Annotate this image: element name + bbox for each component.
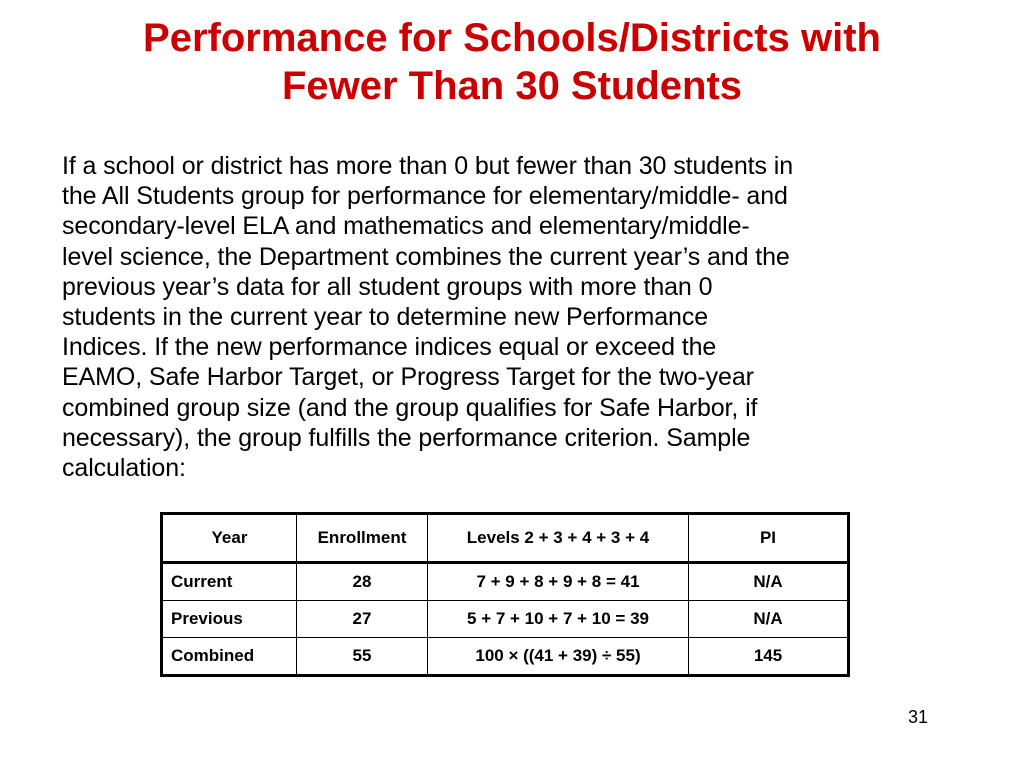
slide-title xyxy=(40,14,984,110)
table-row xyxy=(162,563,849,601)
cell-levels: 5 + 7 + 10 + 7 + 10 = 39 xyxy=(428,601,689,638)
body-line: secondary-level ELA and mathematics and elementary/middle- xyxy=(62,212,750,241)
table-row xyxy=(162,601,849,638)
body-paragraph xyxy=(62,151,992,483)
page-number: 31 xyxy=(908,707,929,727)
table-header-row xyxy=(162,514,849,563)
body-line: necessary), the group fulfills the performance criterion. Sample xyxy=(62,423,751,452)
header-pi: PI xyxy=(689,514,849,563)
slide-title-line-1: Performance for Schools/Districts with xyxy=(143,16,881,60)
sample-calculation-table xyxy=(160,512,850,677)
body-line: level science, the Department combines the current year’s and the xyxy=(62,242,790,271)
cell-enrollment: 55 xyxy=(297,638,428,676)
table-row xyxy=(162,638,849,676)
body-line: previous year’s data for all student groups with more than 0 xyxy=(62,272,713,301)
header-year: Year xyxy=(162,514,297,563)
cell-pi: N/A xyxy=(689,601,849,638)
cell-year: Previous xyxy=(162,601,297,638)
header-levels: Levels 2 + 3 + 4 + 3 + 4 xyxy=(428,514,689,563)
cell-year: Combined xyxy=(162,638,297,676)
cell-year: Current xyxy=(162,563,297,601)
body-line: students in the current year to determine new Performance xyxy=(62,303,709,332)
slide-title-line-2: Fewer Than 30 Students xyxy=(281,64,743,108)
body-line: Indices. If the new performance indices equal or exceed the xyxy=(62,333,717,362)
cell-pi: N/A xyxy=(689,563,849,601)
body-line: combined group size (and the group qualifies for Safe Harbor, if xyxy=(62,393,758,422)
cell-enrollment: 27 xyxy=(297,601,428,638)
cell-enrollment: 28 xyxy=(297,563,428,601)
body-line: the All Students group for performance for elementary/middle- and xyxy=(62,182,788,211)
body-line: calculation: xyxy=(62,454,186,483)
header-enrollment: Enrollment xyxy=(297,514,428,563)
cell-pi: 145 xyxy=(689,638,849,676)
cell-levels: 100 × ((41 + 39) ÷ 55) xyxy=(428,638,689,676)
body-line: If a school or district has more than 0 but fewer than 30 students in xyxy=(62,152,794,180)
body-line: EAMO, Safe Harbor Target, or Progress Target for the two-year xyxy=(62,363,754,392)
cell-levels: 7 + 9 + 8 + 9 + 8 = 41 xyxy=(428,563,689,601)
